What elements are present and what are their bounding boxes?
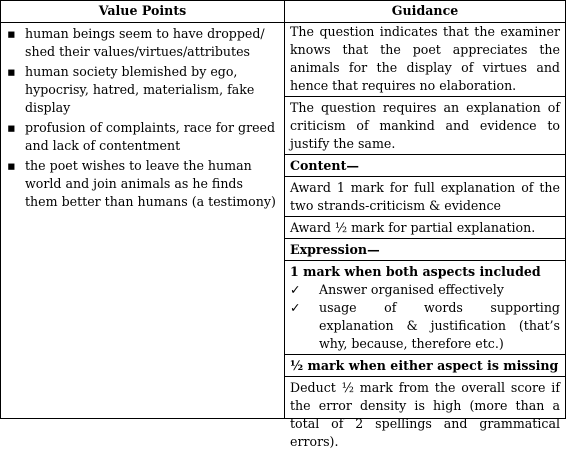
guidance-column [285, 23, 565, 451]
bullet-icon: ▪ [7, 158, 16, 173]
list-item [1, 63, 284, 117]
divider [285, 96, 565, 97]
list-item [1, 25, 284, 61]
expression-heading: Expression— [290, 242, 380, 257]
bullet-icon: ▪ [7, 120, 16, 135]
divider [285, 260, 565, 261]
guidance-paragraph-2: The question requires an explanation of criticism of mankind and evidence to justify the same. [290, 100, 560, 151]
divider [285, 376, 565, 377]
value-point-text: profusion of complaints, race for greed and lack of contentment [25, 120, 276, 153]
bullet-icon: ▪ [7, 64, 16, 79]
half-mark-heading: ½ mark when either aspect is missing [290, 358, 559, 373]
content-heading: Content— [290, 158, 359, 173]
table-header [1, 1, 565, 23]
list-item [1, 119, 284, 155]
header-guidance: Guidance [391, 3, 459, 18]
content-partial-mark: Award ½ mark for partial explanation. [290, 220, 536, 235]
check-item-text: usage of words supporting explanation & justification (that’s why, because, therefore etc.) [319, 300, 560, 351]
divider [285, 154, 565, 155]
check-item-text: Answer organised effectively [319, 282, 504, 297]
value-point-text: human beings seem to have dropped/ shed their values/virtues/attributes [25, 26, 265, 59]
divider [285, 216, 565, 217]
guidance-paragraph-1: The question indicates that the examiner knows that the poet appreciates the animals for the display of virtues and hence that requires no elaboration. [290, 24, 560, 93]
header-value-points: Value Points [98, 3, 187, 18]
divider [285, 354, 565, 355]
content-full-mark: Award 1 mark for full explanation of the two strands-criticism & evidence [290, 180, 560, 213]
divider [285, 176, 565, 177]
value-points-column [1, 25, 284, 213]
deduct-note: Deduct ½ mark from the overall score if the error density is high (more than a total of 2 spellings and grammatical errors). [290, 380, 560, 449]
check-icon: ✓ [290, 300, 301, 315]
value-points-list [1, 25, 284, 211]
value-point-text: human society blemished by ego, hypocrisy, hatred, materialism, fake display [25, 64, 255, 115]
check-icon: ✓ [290, 282, 301, 297]
check-item [285, 299, 565, 353]
one-mark-heading: 1 mark when both aspects included [290, 264, 541, 279]
bullet-icon: ▪ [7, 26, 16, 41]
list-item [1, 157, 284, 211]
divider [285, 238, 565, 239]
value-point-text: the poet wishes to leave the human world and join animals as he finds them better than humans (a testimony) [25, 158, 276, 209]
check-item [285, 281, 565, 299]
